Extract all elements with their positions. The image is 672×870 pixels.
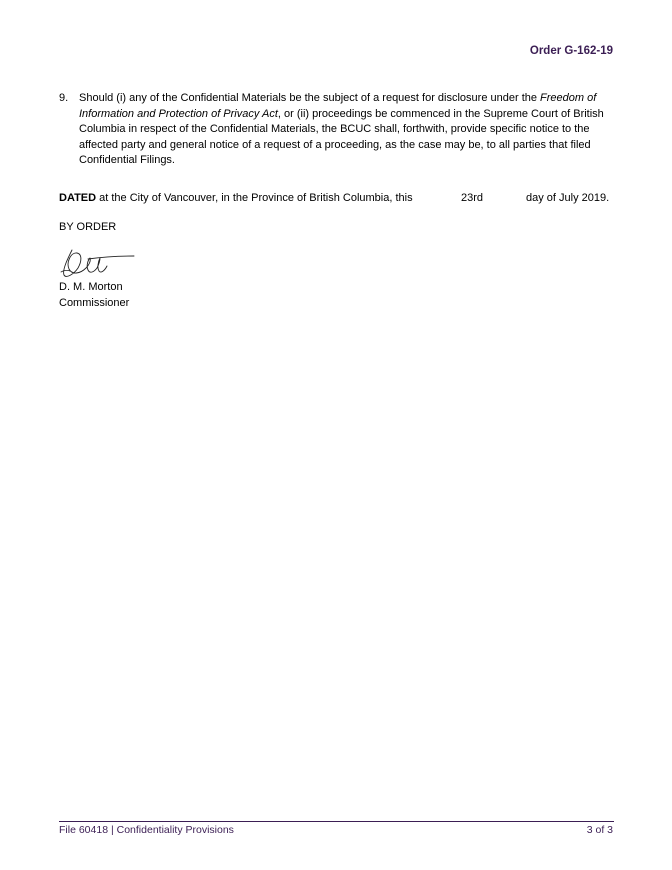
dated-label: DATED bbox=[59, 192, 97, 204]
footer-divider bbox=[59, 821, 614, 822]
dated-line bbox=[59, 191, 615, 206]
footer-page-number: 3 of 3 bbox=[586, 824, 613, 836]
signatory-title: Commissioner bbox=[59, 296, 130, 309]
clause-text-before: Should (i) any of the Confidential Materials be the subject of a request for disclosure under the bbox=[79, 92, 541, 104]
by-order: BY ORDER bbox=[59, 221, 117, 233]
footer-reference bbox=[59, 824, 234, 836]
dated-day: 23rd bbox=[461, 192, 484, 204]
footer-section: Confidentiality Provisions bbox=[116, 824, 234, 836]
order-number: Order G-162-19 bbox=[529, 45, 613, 57]
signatory-name: D. M. Morton bbox=[59, 281, 123, 293]
signatory-block bbox=[59, 280, 129, 311]
signature-image bbox=[58, 244, 136, 280]
footer-file-ref: File 60418 bbox=[59, 824, 109, 836]
clause-9 bbox=[59, 91, 615, 169]
dated-month: day of July 2019. bbox=[526, 192, 610, 204]
act-title: Freedom of Information and Protection of Privacy Act bbox=[79, 92, 597, 120]
clause-number: 9. bbox=[59, 92, 69, 104]
clause-text bbox=[79, 91, 615, 169]
footer-separator: | bbox=[110, 824, 114, 836]
clause-text-after: , or (ii) proceedings be commenced in the Supreme Court of British Columbia in respect of the Confidential Materials, the BCUC shall, forthwith, provide specific notice to the affected party and general notice of a request of a proceeding, as the case may be, to all parties that filed Confidential Filings. bbox=[79, 107, 604, 166]
dated-location: at the City of Vancouver, in the Province of British Columbia, this bbox=[96, 192, 413, 204]
